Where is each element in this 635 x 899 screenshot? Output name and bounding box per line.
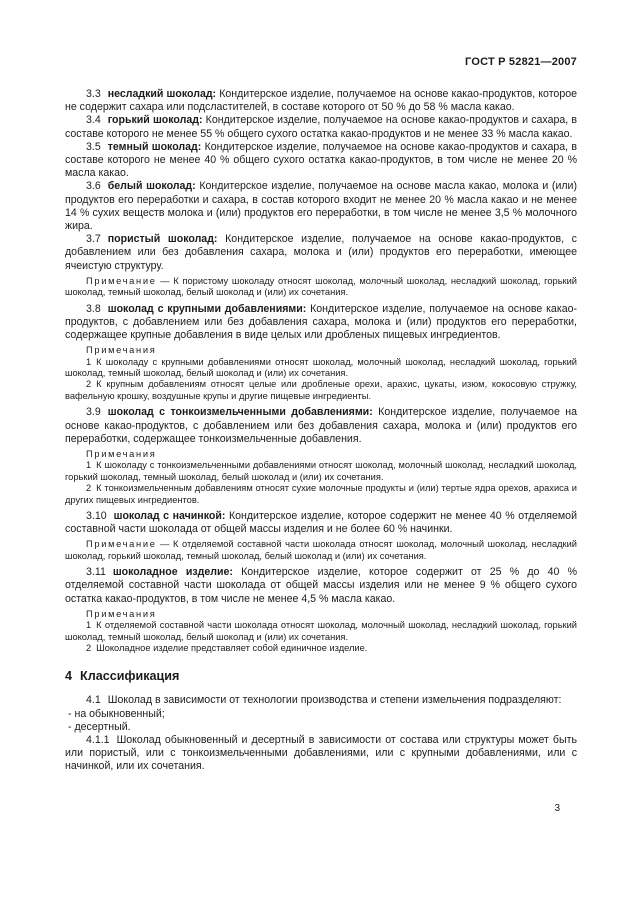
definition-text: Шоколад обыкновенный и десертный в зависимости от состава или структуры может быть или пористый, или с тонкоизмельченными добавлениями, или с крупными добавлениями, или с начинкой, или их сочетания. bbox=[65, 734, 577, 773]
running-header bbox=[65, 56, 577, 68]
note-number: 1 bbox=[86, 620, 92, 631]
notes-title: Примечания bbox=[86, 345, 157, 356]
definition-text: Кондитерское изделие, которое содержит от 25 % до 40 % отделяемой составной части шоколада от общей массы изделия или не менее 9 % общего сухого остатка какао-продуктов, в том числе не менее 4,5 % масла какао. bbox=[65, 566, 577, 605]
term-definition-paragraph bbox=[65, 233, 577, 273]
term-label: горький шоколад: bbox=[107, 114, 203, 127]
list-item: - на обыкновенный; bbox=[68, 707, 165, 720]
clause-number: 3.8 bbox=[86, 302, 101, 315]
clause-number: 3.6 bbox=[86, 180, 101, 193]
definition-text: Кондитерское изделие, получаемое на основе какао-продуктов и сахара, в составе которого не менее 55 % общего сухого остатка какао-продуктов и не менее 33 % масла какао. bbox=[65, 114, 577, 140]
clause-number: 3.3 bbox=[86, 88, 101, 100]
notes-group bbox=[65, 449, 577, 506]
definition-text: Кондитерское изделие, получаемое на основе масла какао, молока и (или) продуктов его переработки и сахара, в состав которого входит не менее 20 % масла какао и не менее 14 % сухих веществ молока и (или) продуктов его переработки, в том числе не менее 3,5 % молочного жира. bbox=[65, 180, 577, 233]
note-number: 2 bbox=[86, 483, 92, 494]
clause-number: 3.11 bbox=[86, 566, 106, 579]
clause-number: 3.9 bbox=[86, 406, 101, 419]
definition-text: Шоколад в зависимости от технологии производства и степени измельчения подразделяют: bbox=[107, 694, 562, 707]
term-definition-paragraph bbox=[65, 114, 577, 140]
note-text: К отделяемой составной части шоколада относят шоколад, молочный шоколад, несладкий шоколад, горький шоколад, темный шоколад, белый шоколад и (или) их сочетания. bbox=[65, 539, 578, 561]
note-text: К шоколаду с крупными добавлениями относят шоколад, молочный шоколад, несладкий шоколад, горький шоколад, темный шоколад, белый шоколад и (или) их сочетания. bbox=[65, 356, 577, 379]
notes-title: Примечания bbox=[86, 448, 157, 459]
note-item bbox=[65, 483, 577, 506]
list-item: - десертный. bbox=[68, 720, 131, 733]
note-item bbox=[65, 620, 577, 643]
notes-title: Примечания bbox=[86, 608, 157, 619]
note-text: Шоколадное изделие представляет собой единичное изделие. bbox=[96, 642, 368, 653]
clause-number: 3.10 bbox=[86, 509, 107, 522]
clause-number: 3.7 bbox=[86, 233, 101, 246]
page-footer bbox=[554, 803, 560, 814]
note-text: К крупным добавлениям относят целые или дробленые орехи, арахис, цукаты, изюм, кокосовую стружку, вафельную крошку, воздушные крупы и другие пищевые ингредиенты. bbox=[65, 379, 577, 401]
definition-text: Кондитерское изделие, которое содержит не менее 40 % отделяемой составной части шоколада от общей массы изделия и не более 60 % начинки. bbox=[65, 509, 577, 536]
body-paragraph bbox=[65, 694, 577, 707]
term-label: темный шоколад: bbox=[107, 140, 202, 153]
note-paragraph: Примечание — К отделяемой составной части шоколада относят шоколад, молочный шоколад, несладкий шоколад, горький шоколад, темный шоколад, белый шоколад и (или) их сочетания. bbox=[65, 539, 578, 561]
clause-number: 3.4 bbox=[86, 114, 101, 127]
definition-text: Кондитерское изделие, получаемое на основе какао-продуктов, с добавлением или без добавления сахара, молока и (или) продуктов его переработки, имеющее ячеистую структуру. bbox=[65, 233, 577, 272]
note-number: 2 bbox=[86, 379, 92, 390]
notes-group bbox=[65, 345, 577, 402]
term-definition-paragraph bbox=[65, 406, 577, 446]
note-text: К пористому шоколаду относят шоколад, молочный шоколад, несладкий шоколад, горький шоколад, темный шоколад, белый шоколад и (или) их сочетания. bbox=[65, 275, 577, 298]
clause-number: 4.1.1 bbox=[86, 734, 110, 746]
term-label: шоколад с начинкой: bbox=[113, 509, 226, 522]
note-item bbox=[65, 357, 577, 380]
note-number: 1 bbox=[86, 356, 92, 367]
term-definition-paragraph bbox=[65, 566, 577, 606]
note-paragraph: Примечание — К пористому шоколаду относят шоколад, молочный шоколад, несладкий шоколад, горький шоколад, темный шоколад, белый шоколад и (или) их сочетания. bbox=[65, 275, 577, 298]
section-number: 4 bbox=[65, 669, 73, 684]
term-definition-paragraph bbox=[65, 180, 577, 233]
term-label: шоколад с крупными добавлениями: bbox=[107, 302, 307, 315]
definition-text: Кондитерское изделие, получаемое на основе какао-продуктов, с добавлением или без добавления сахара, молока и (или) продуктов его переработки, содержащее крупные добавления в виде целых или дробленых пищевых ингредиентов. bbox=[65, 302, 578, 342]
term-label: шоколадное изделие: bbox=[112, 566, 233, 579]
term-definition-paragraph bbox=[65, 510, 577, 536]
term-definition-paragraph bbox=[65, 303, 577, 343]
term-label: пористый шоколад: bbox=[107, 233, 218, 246]
note-text: К шоколаду с тонкоизмельченными добавлениями относят шоколад, молочный шоколад, несладкий шоколад, горький шоколад, темный шоколад, белый шоколад и (или) их сочетания. bbox=[65, 460, 577, 482]
definition-text: Кондитерское изделие, получаемое на основе какао-продуктов и сахара, в составе которого не менее 40 % общего сухого остатка какао-продуктов, в том числе не менее 20 % масла какао. bbox=[65, 140, 577, 180]
note-number: 1 bbox=[86, 460, 92, 471]
note-label: Примечание bbox=[86, 539, 157, 550]
doc-number: ГОСТ Р 52821—2007 bbox=[465, 56, 577, 68]
notes-group bbox=[65, 609, 577, 655]
clause-number: 3.5 bbox=[86, 140, 101, 153]
definition-text: Кондитерское изделие, получаемое на основе какао-продуктов, которое не содержит сахара или подсластителей, в составе которого от 50 % до 58 % масла какао. bbox=[65, 88, 577, 114]
note-text: К отделяемой составной части шоколада относят шоколад, молочный шоколад, несладкий шоколад, горький шоколад, темный шоколад, белый шоколад и (или) их сочетания. bbox=[65, 620, 577, 642]
document-content bbox=[65, 88, 577, 774]
term-definition-paragraph bbox=[65, 88, 577, 114]
note-text: К тонкоизмельченным добавлениям относят сухие молочные продукты и (или) тертые ядра орехов, арахиса и других пищевых ингредиентов. bbox=[65, 483, 577, 505]
note-item bbox=[65, 643, 577, 654]
section-heading bbox=[65, 669, 577, 683]
note-label: Примечание bbox=[86, 275, 157, 286]
page-number: 3 bbox=[554, 803, 560, 814]
note-number: 2 bbox=[86, 642, 92, 653]
note-item bbox=[65, 379, 577, 402]
body-paragraph bbox=[65, 734, 577, 774]
section-title: Классификация bbox=[80, 669, 180, 684]
term-definition-paragraph bbox=[65, 141, 577, 181]
note-item bbox=[65, 460, 577, 483]
term-label: белый шоколад: bbox=[107, 180, 196, 193]
term-label: несладкий шоколад: bbox=[107, 88, 217, 100]
term-label: шоколад с тонкоизмельченными добавлениями: bbox=[107, 406, 373, 419]
definition-text: Кондитерское изделие, получаемое на основе какао-продуктов, с добавлением или без добавления сахара, молока и (или) продуктов его переработки, содержащее тонкоизмельченные добавления. bbox=[65, 406, 577, 445]
clause-number: 4.1 bbox=[86, 694, 101, 707]
